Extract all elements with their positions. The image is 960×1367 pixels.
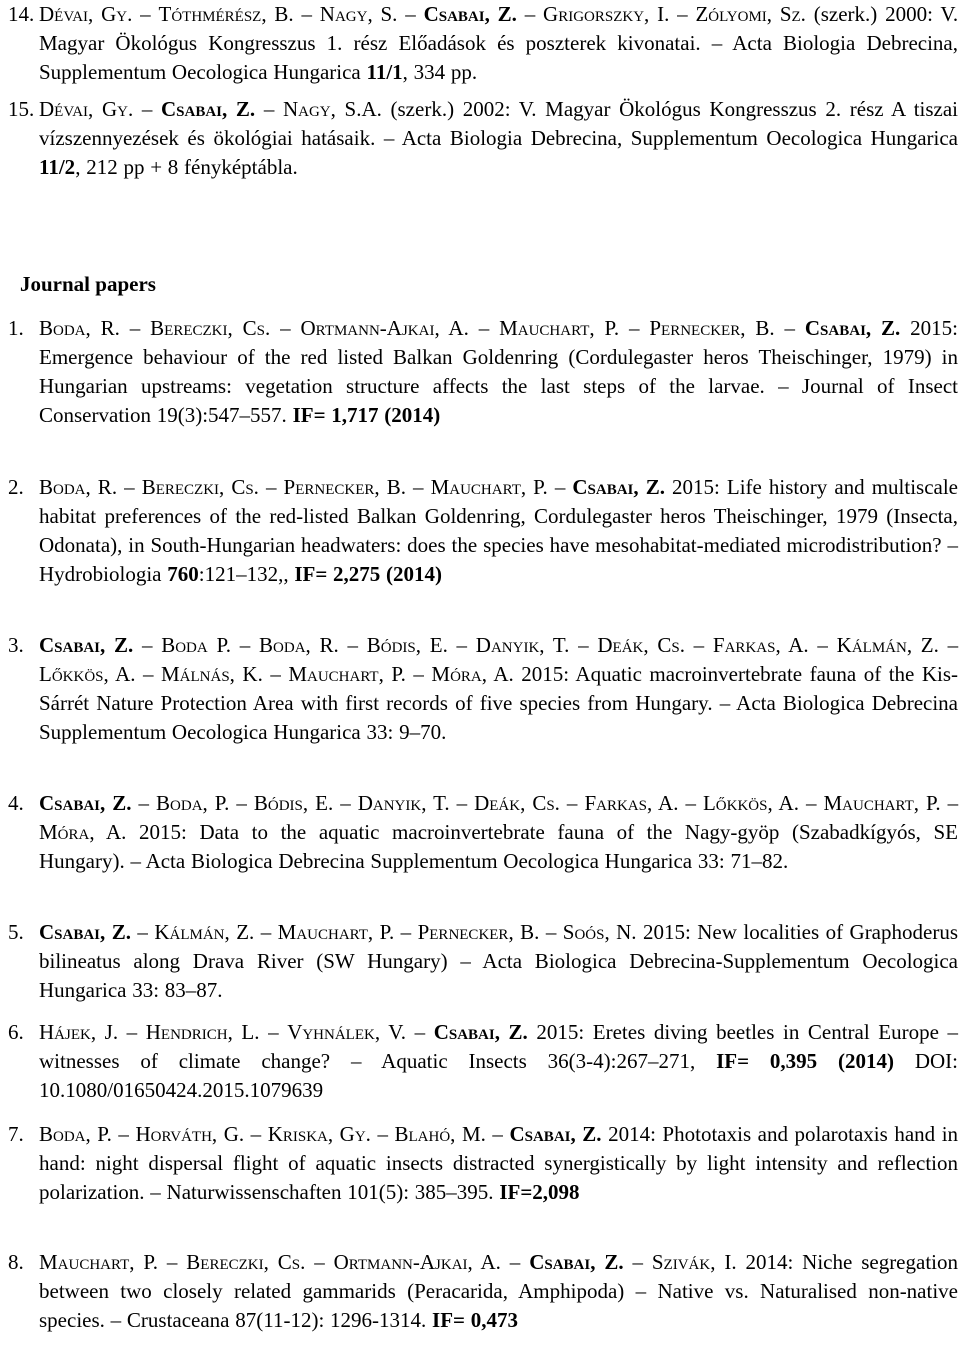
reference-fragment: – <box>940 791 959 815</box>
reference-entry-journal-7 <box>0 1120 958 1207</box>
reference-text <box>39 314 958 430</box>
bold-value: IF= 0,473 <box>432 1308 518 1332</box>
reference-fragment: :121–132,, <box>198 562 295 586</box>
author-name: Dévai, Gy. <box>39 2 133 26</box>
author-name: Blahó, M. <box>394 1122 486 1146</box>
reference-fragment: – <box>798 791 824 815</box>
author-name: Deák, Cs. <box>597 633 685 657</box>
author-name: Málnás, K. <box>160 662 263 686</box>
author-name: Ortmann-Ajkai, A. <box>300 316 469 340</box>
reference-number: 1. <box>8 316 24 340</box>
reference-fragment: , 212 pp + 8 fényképtábla. <box>75 155 298 179</box>
reference-fragment: – <box>559 791 585 815</box>
author-name: Danyik, T. <box>475 633 570 657</box>
reference-number: 6. <box>8 1020 24 1044</box>
reference-text <box>39 95 958 182</box>
reference-fragment: – <box>133 633 162 657</box>
author-name-highlighted: Csabai, Z. <box>39 920 131 944</box>
reference-entry-journal-6 <box>0 1018 958 1105</box>
reference-fragment: (szerk.) 2002: V. Magyar Ökológus Kongresszus 2. rész A tiszai vízszennyezések és ökológiai hatásaik. – Acta Biologia Debrecina, Supplementum Oecologica Hungarica <box>39 97 959 150</box>
reference-fragment: – <box>406 1020 434 1044</box>
reference-fragment: – <box>132 2 159 26</box>
author-name: Kriska, Gy. <box>267 1122 371 1146</box>
reference-fragment: 2014: Niche segregation between two closely related gammarids (Peracarida, Amphipoda) – Native vs. Naturalised non-native species. – Crustaceana 87(11-12): 1296-1314. <box>39 1250 958 1332</box>
reference-fragment: – <box>808 633 837 657</box>
author-name: Pernecker, B. <box>283 475 406 499</box>
reference-entry-journal-5 <box>0 918 958 1005</box>
reference-fragment: – <box>370 1122 395 1146</box>
reference-fragment: – <box>449 791 475 815</box>
bold-value: IF= 1,717 (2014) <box>292 403 441 427</box>
reference-text <box>39 918 958 1005</box>
author-name: Boda, R. <box>39 475 118 499</box>
author-name: Grigorszky, I. <box>543 2 670 26</box>
author-name-highlighted: Csabai, Z. <box>423 2 517 26</box>
reference-fragment: 2015: Life history and multiscale habitat preferences of the red-listed Balkan Goldenring, Cordulegaster heros Theischinger, 1979 (Insecta, Odonata), in South-Hungarian headwaters: does the species have mesohabitat-mediated microdistribution? – Hydrobiologia <box>39 475 958 586</box>
author-name: Móra, A. <box>39 820 127 844</box>
author-name: Nagy, S. <box>319 2 398 26</box>
reference-text <box>39 473 958 589</box>
author-name: Bereczki, Cs. <box>150 316 271 340</box>
reference-text <box>39 631 958 747</box>
reference-fragment: 2015: New localities of Graphoderus bilineatus along Drava River (SW Hungary) – Acta Biologica Debrecina-Supplementum Oecologica Hungarica 33: 83–87. <box>39 920 958 1002</box>
reference-text <box>39 1018 958 1105</box>
author-name-highlighted: Csabai, Z. <box>509 1122 602 1146</box>
author-name: Hájek, J. <box>39 1020 119 1044</box>
author-name: Lőkkös, A. <box>39 662 136 686</box>
reference-fragment: – <box>669 2 696 26</box>
author-name: Bereczki, Cs. <box>141 475 259 499</box>
bold-value: IF=2,098 <box>499 1180 580 1204</box>
reference-number: 2. <box>8 475 24 499</box>
reference-fragment: – <box>468 316 500 340</box>
reference-fragment: – <box>259 1020 288 1044</box>
reference-fragment: 2015: Emergence behaviour of the red listed Balkan Goldenring (Cordulegaster heros Theischinger, 1979) in Hungarian upstreams: vegetation structure affects the last steps of the larvae. – Journal of Insect Conservation 19(3):547–557. <box>39 316 959 427</box>
author-name-highlighted: Csabai, Z. <box>39 633 134 657</box>
reference-fragment: – <box>270 316 301 340</box>
reference-fragment: – <box>119 316 151 340</box>
reference-fragment: – <box>338 633 367 657</box>
reference-entry-old-1 <box>0 0 958 87</box>
reference-number: 3. <box>8 633 24 657</box>
reference-fragment: – <box>130 920 155 944</box>
reference-fragment: 2015: Eretes diving beetles in Central Europe – witnesses of climate change? – Aquatic Insects 36(3-4):267–271, <box>39 1020 959 1073</box>
reference-text <box>39 1120 958 1207</box>
reference-fragment: – <box>619 316 650 340</box>
author-name: Zólyomi, Sz. <box>695 2 806 26</box>
author-name: Lőkkös, A. <box>702 791 799 815</box>
reference-entry-journal-8 <box>0 1248 958 1335</box>
reference-fragment: – <box>500 1250 530 1274</box>
reference-number: 5. <box>8 920 24 944</box>
reference-entry-old-2 <box>0 95 958 182</box>
reference-fragment: – <box>258 475 284 499</box>
author-name: Bereczki, Cs. <box>186 1250 306 1274</box>
reference-fragment: – <box>333 791 358 815</box>
reference-fragment: (szerk.) 2000: V. Magyar Ökológus Kongresszus 1. rész Előadások és poszterek kivonatai. – Acta Biologia Debrecina, Supplementum Oecologica Hungarica <box>39 2 959 84</box>
reference-fragment: – <box>131 791 157 815</box>
author-name: Tóthmérész, B. <box>158 2 294 26</box>
reference-fragment: – <box>262 662 289 686</box>
reference-fragment: – <box>547 475 573 499</box>
reference-entry-journal-2 <box>0 473 958 589</box>
author-name-highlighted: Csabai, Z. <box>39 791 132 815</box>
reference-fragment: – <box>305 1250 334 1274</box>
reference-entry-journal-1 <box>0 314 958 430</box>
author-name: Pernecker, B. <box>417 920 540 944</box>
author-name: Deák, Cs. <box>474 791 560 815</box>
author-name: Ortmann-Ajkai, A. <box>333 1250 501 1274</box>
reference-fragment: – <box>135 662 161 686</box>
reference-fragment: 2015: Aquatic macroinvertebrate fauna of the Kis-Sárrét Nature Protection Area with first records of five species from Hungary. – Acta Biologica Debrecina Supplementum Oecologica Hungarica 33: 9–70. <box>39 662 959 744</box>
bold-value: 760 <box>167 562 199 586</box>
author-name: Bódis, E. <box>253 791 334 815</box>
reference-fragment: – <box>539 920 563 944</box>
reference-fragment: – <box>244 1122 268 1146</box>
reference-number: 8. <box>8 1250 24 1274</box>
author-name: Móra, A. <box>431 662 514 686</box>
reference-fragment: – <box>938 633 959 657</box>
author-name: Kálmán, Z. <box>154 920 255 944</box>
author-name: Soós, N. <box>562 920 637 944</box>
reference-fragment: – <box>405 662 432 686</box>
reference-fragment: – <box>117 475 142 499</box>
author-name: Boda, P. <box>39 1122 112 1146</box>
author-name: Farkas, A. <box>712 633 809 657</box>
reference-entry-journal-3 <box>0 631 958 747</box>
author-name: Mauchart, P. <box>39 1250 159 1274</box>
author-name: Mauchart, P. <box>499 316 620 340</box>
author-name-highlighted: Csabai, Z. <box>433 1020 528 1044</box>
reference-fragment: – <box>623 1250 652 1274</box>
reference-fragment: – <box>111 1122 136 1146</box>
reference-fragment: – <box>405 475 431 499</box>
reference-fragment: – <box>569 633 598 657</box>
reference-number: 15. <box>8 97 35 121</box>
reference-fragment: – <box>158 1250 187 1274</box>
reference-fragment: – <box>229 791 254 815</box>
reference-number: 14. <box>8 2 35 26</box>
author-name: Kálmán, Z. <box>836 633 939 657</box>
reference-fragment: 2015: Data to the aquatic macroinvertebrate fauna of the Nagy-gyöp (Szabadkígyós, SE Hungary). – Acta Biologica Debrecina Supplementum Oecologica Hungarica 33: 71–82. <box>39 820 958 873</box>
reference-fragment: – <box>684 633 713 657</box>
author-name: Vyhnálek, V. <box>287 1020 407 1044</box>
reference-fragment: , 334 pp. <box>402 60 478 84</box>
reference-number: 4. <box>8 791 24 815</box>
author-name-highlighted: Csabai, Z. <box>529 1250 624 1274</box>
reference-fragment: – <box>447 633 476 657</box>
author-name: Boda, R. <box>259 633 339 657</box>
reference-fragment: – <box>255 97 283 121</box>
reference-fragment: – <box>516 2 544 26</box>
reference-fragment: – <box>394 920 418 944</box>
author-name-highlighted: Csabai, Z. <box>161 97 256 121</box>
bold-value: 11/1 <box>366 60 403 84</box>
reference-text <box>39 1248 958 1335</box>
reference-fragment: – <box>293 2 320 26</box>
reference-fragment: – <box>485 1122 510 1146</box>
author-name: Mauchart, P. <box>823 791 941 815</box>
author-name: Farkas, A. <box>584 791 679 815</box>
author-name: Mauchart, P. <box>288 662 406 686</box>
bold-value: 11/2 <box>39 155 76 179</box>
author-name-highlighted: Csabai, Z. <box>572 475 665 499</box>
bold-value: IF= 2,275 (2014) <box>294 562 443 586</box>
author-name-highlighted: Csabai, Z. <box>804 316 901 340</box>
reference-fragment: – <box>774 316 805 340</box>
author-name: Dévai, Gy. <box>39 97 134 121</box>
author-name: Mauchart, P. <box>430 475 548 499</box>
author-name: Szivák, I. <box>651 1250 737 1274</box>
reference-fragment: – <box>231 633 260 657</box>
author-name: Hendrich, L. <box>145 1020 260 1044</box>
reference-fragment: DOI: 10.1080/01650424.2015.1079639 <box>39 1049 958 1102</box>
author-name: Pernecker, B. <box>649 316 775 340</box>
reference-fragment: – <box>133 97 161 121</box>
author-name: Danyik, T. <box>357 791 450 815</box>
bold-value: IF= 0,395 (2014) <box>716 1049 894 1073</box>
author-name: Boda, R. <box>39 316 120 340</box>
reference-fragment: 2014: Phototaxis and polarotaxis hand in hand: night dispersal flight of aquatic insects distracted synergistically by light intensity and reflection polarization. – Naturwissenschaften 101(5): 385–395. <box>39 1122 959 1204</box>
author-name: Horváth, G. <box>135 1122 245 1146</box>
reference-entry-journal-4 <box>0 789 958 876</box>
reference-number: 7. <box>8 1122 24 1146</box>
author-name: Boda P. <box>161 633 232 657</box>
author-name: Nagy, S.A. <box>282 97 382 121</box>
author-name: Bódis, E. <box>366 633 448 657</box>
reference-text <box>39 789 958 876</box>
reference-fragment: – <box>118 1020 146 1044</box>
reference-fragment: – <box>678 791 703 815</box>
author-name: Mauchart, P. <box>277 920 395 944</box>
section-heading-journal-papers: Journal papers <box>20 272 156 296</box>
reference-text <box>39 0 958 87</box>
reference-fragment: – <box>254 920 278 944</box>
reference-fragment: – <box>397 2 424 26</box>
author-name: Boda, P. <box>156 791 230 815</box>
